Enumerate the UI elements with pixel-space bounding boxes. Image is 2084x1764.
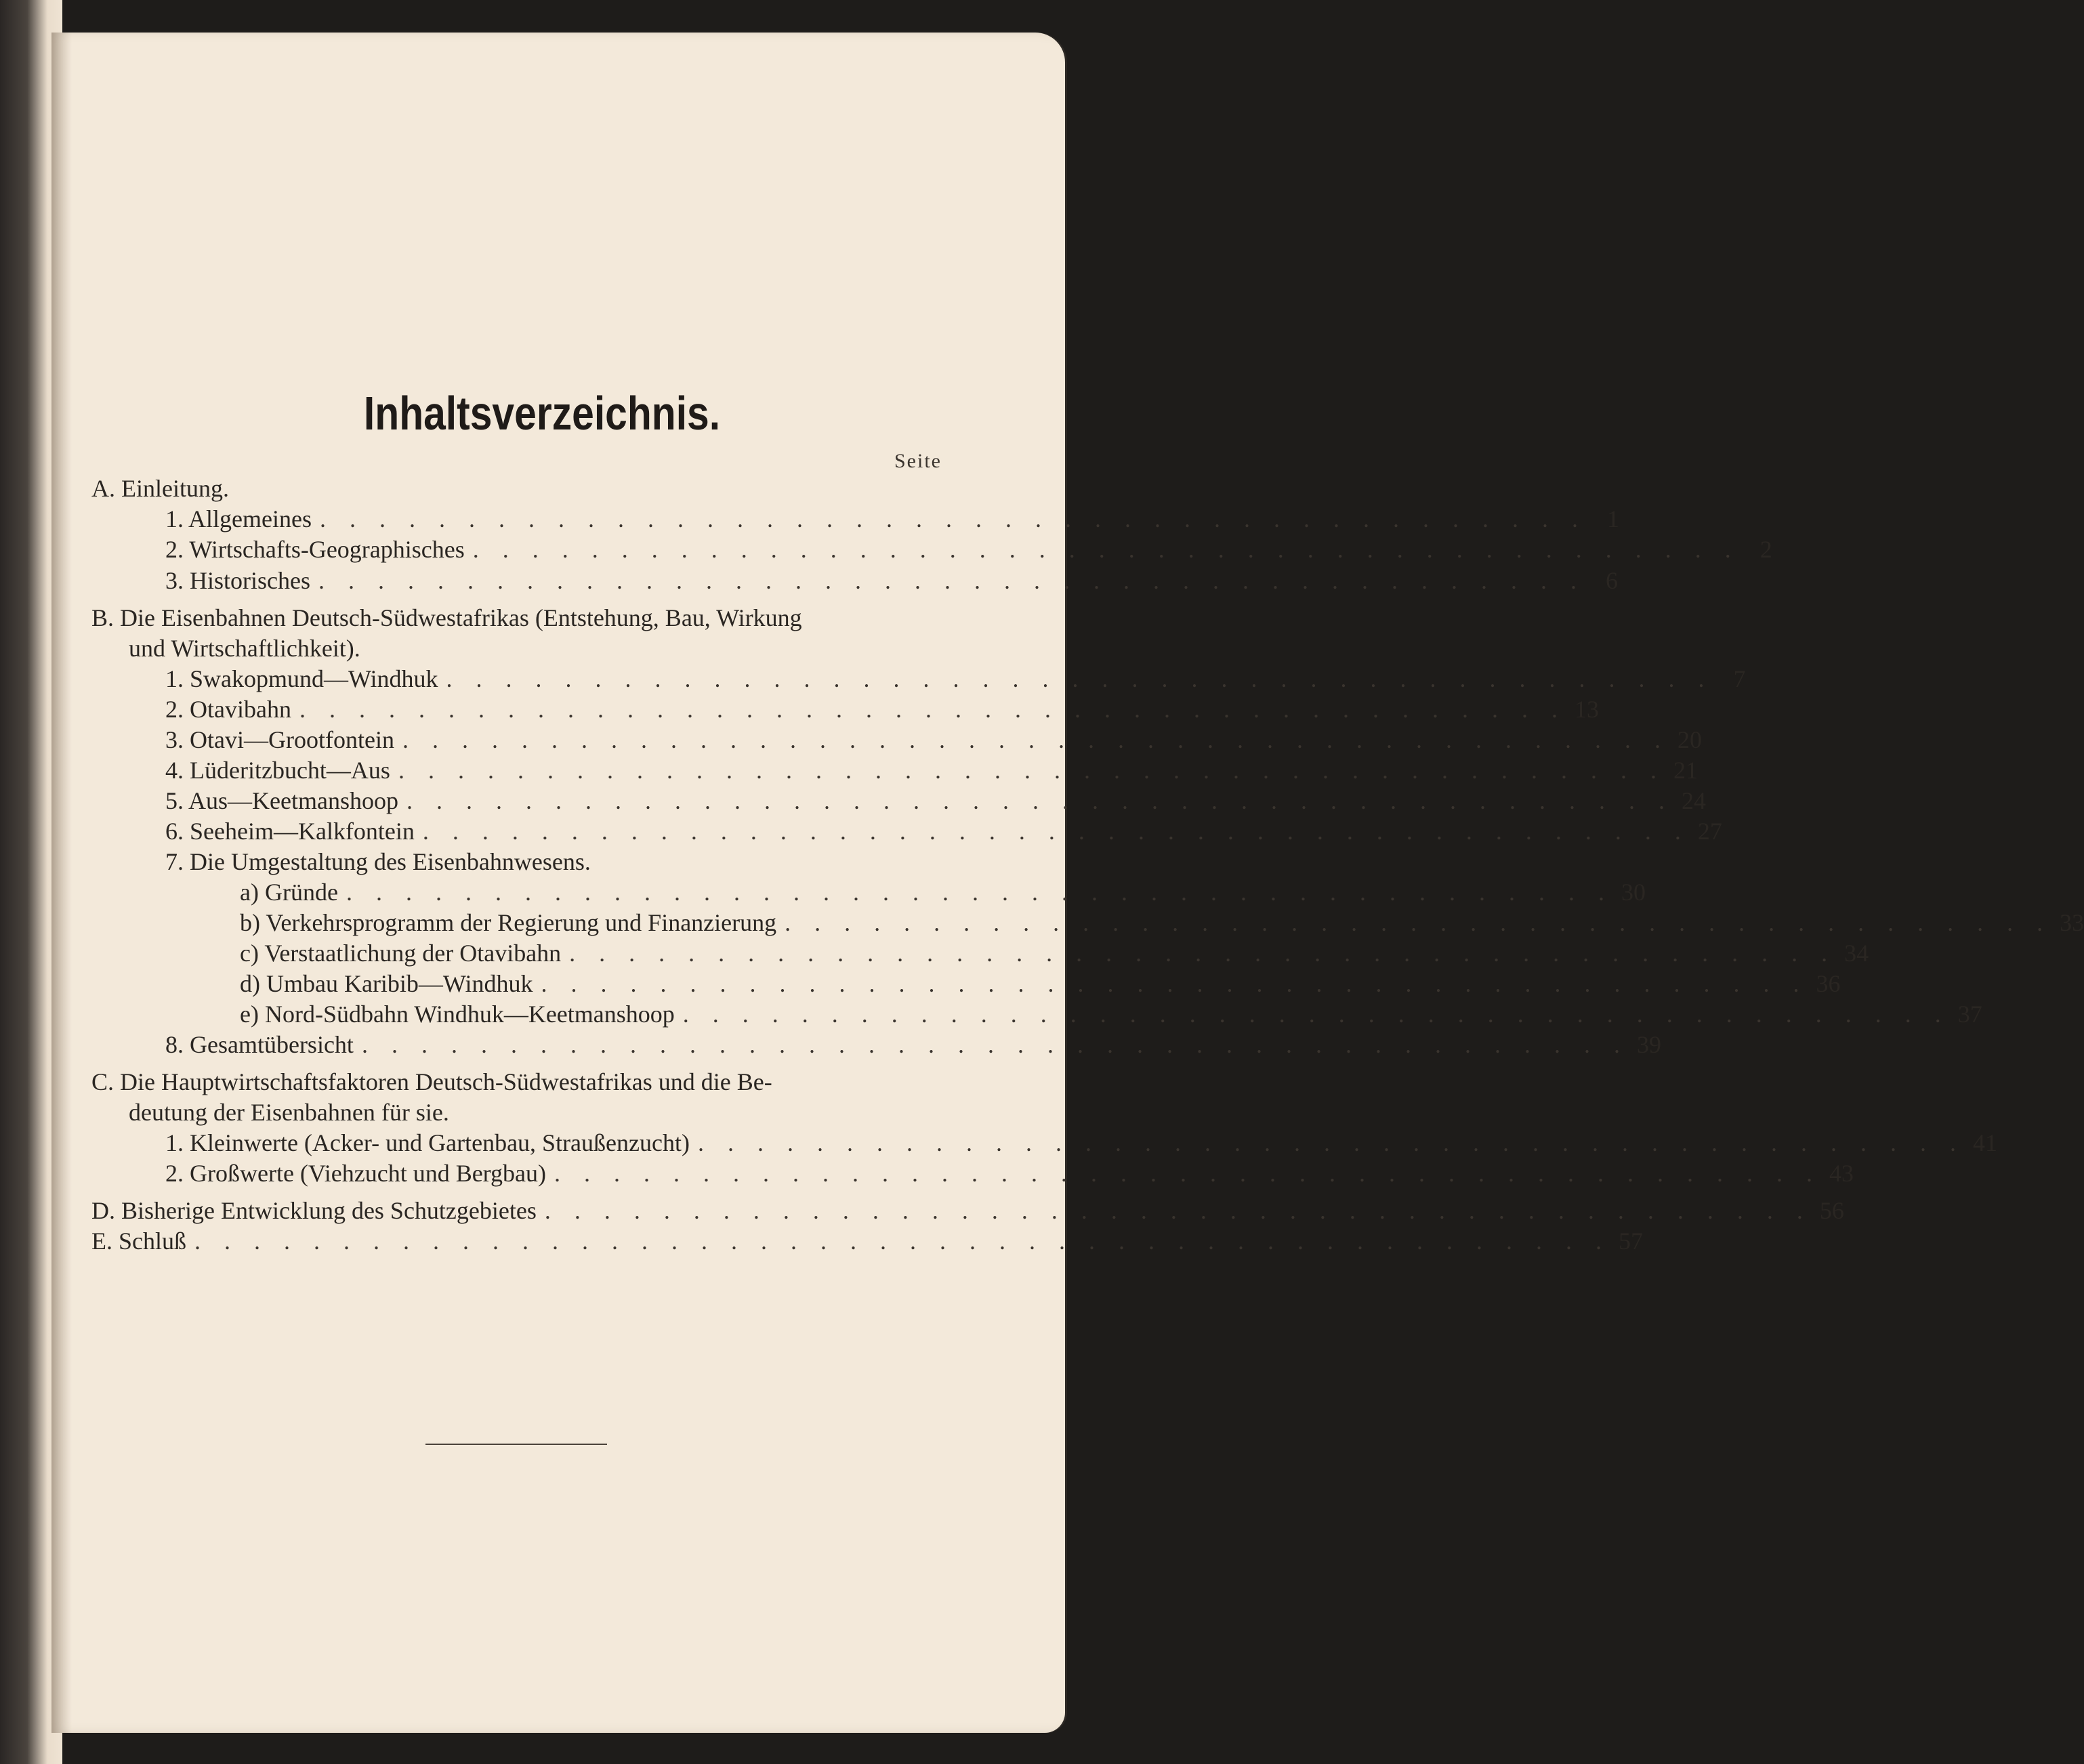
toc-entry-page: 6 <box>1605 567 1618 594</box>
closing-rule <box>425 1444 607 1445</box>
toc-entry[interactable] <box>240 968 1841 999</box>
toc-entry[interactable] <box>240 907 2084 938</box>
toc-entry-page: 39 <box>1636 1031 1661 1058</box>
toc-entry-label: 1. Kleinwerte (Acker- und Gartenbau, Straußenzucht) <box>165 1129 690 1156</box>
toc-entry-label: 4. Lüderitzbucht—Aus <box>165 757 390 784</box>
toc-entry[interactable] <box>165 565 1618 596</box>
toc-entry-label: 1. Swakopmund—Windhuk <box>165 665 438 692</box>
toc-entry-label: 1. Allgemeines <box>165 505 312 532</box>
leader-dots: . . . . . . . . . . . . . . . . . . . . . . . . . . . . . . . . . . . . . . . . . . . <box>697 1129 1965 1156</box>
toc-entry[interactable] <box>240 877 1646 908</box>
subsection-heading: 7. Die Umgestaltung des Eisenbahnwesens. <box>165 848 591 875</box>
toc-entry[interactable] <box>165 1029 1661 1060</box>
toc-entry-page: 36 <box>1816 970 1841 997</box>
toc-entry-page: 57 <box>1619 1227 1643 1255</box>
toc-entry[interactable] <box>165 1158 1854 1189</box>
toc-entry[interactable] <box>165 816 1722 847</box>
toc-entry-label: 2. Otavibahn <box>165 696 291 723</box>
toc-entry-label: 8. Gesamtübersicht <box>165 1031 354 1058</box>
leader-dots: . . . . . . . . . . . . . . . . . . . . . . . . . . . . . . . . . . . . . . . . . . . <box>554 1160 1821 1187</box>
toc-entry-label: 3. Otavi—Grootfontein <box>165 726 394 753</box>
leader-dots: . . . . . . . . . . . . . . . . . . . . . . . . . . . . . . . . . . . . . . . . . . . <box>541 970 1808 997</box>
leader-dots: . . . . . . . . . . . . . . . . . . . . . . . . . . . . . . . . . . . . . . . . . . . <box>299 696 1566 723</box>
page-column-label: Seite <box>894 450 942 472</box>
leader-dots: . . . . . . . . . . . . . . . . . . . . . . . . . . . . . . . . . . . . . . . . . . . . . . . . <box>194 1227 1610 1255</box>
leader-dots: . . . . . . . . . . . . . . . . . . . . . . . . . . . . . . . . . . . . . . . . . . . <box>544 1197 1812 1224</box>
toc-entry-page: 20 <box>1677 726 1702 753</box>
toc-entry[interactable] <box>240 938 1869 969</box>
toc-entry-page: 27 <box>1697 818 1722 845</box>
leader-dots: . . . . . . . . . . . . . . . . . . . . . . . . . . . . . . . . . . . . . . . . . . . <box>318 567 1585 594</box>
toc-entry-label: 5. Aus—Keetmanshoop <box>165 787 398 814</box>
toc-entry-label: 2. Wirtschafts-Geographisches <box>165 536 465 563</box>
leader-dots: . . . . . . . . . . . . . . . . . . . . . . . . . . . . . . . . . . . . . . . . . . . <box>406 787 1673 814</box>
toc-entry-page: 13 <box>1574 696 1599 723</box>
toc-entry[interactable] <box>165 534 1772 565</box>
toc-entry-page: 2 <box>1759 536 1772 563</box>
toc-entry[interactable] <box>165 724 1702 755</box>
toc-entry-page: 41 <box>1972 1129 1997 1156</box>
leader-dots: . . . . . . . . . . . . . . . . . . . . . . . . . . . . . . . . . . . . . . . . . . . <box>472 536 1740 563</box>
toc-entry-label: 2. Großwerte (Viehzucht und Bergbau) <box>165 1160 546 1187</box>
toc-entry-page: 43 <box>1829 1160 1854 1187</box>
toc-entry-label: e) Nord-Südbahn Windhuk—Keetmanshoop <box>240 1001 675 1028</box>
page-title: Inhaltsverzeichnis. <box>363 387 721 440</box>
toc-entry-page: 24 <box>1681 787 1706 814</box>
leader-dots: . . . . . . . . . . . . . . . . . . . . . . . . . . . . . . . . . . . . . . . . . . . <box>422 818 1690 845</box>
toc-entry[interactable] <box>91 1195 1844 1226</box>
toc-entry[interactable] <box>165 503 1619 534</box>
section-a-heading: A. Einleitung. <box>91 475 229 502</box>
toc-entry-page: 21 <box>1673 757 1698 784</box>
leader-dots: . . . . . . . . . . . . . . . . . . . . . . . . . . . . . . . . . . . . . . . . . . . <box>319 505 1587 532</box>
toc-entry-label: 3. Historisches <box>165 567 310 594</box>
toc-entry-page: 56 <box>1819 1197 1844 1224</box>
toc-entry[interactable] <box>165 785 1706 816</box>
toc-entry-page: 37 <box>1957 1001 1982 1028</box>
toc-entry-label: a) Gründe <box>240 879 338 906</box>
section-c-heading: C. Die Hauptwirtschaftsfaktoren Deutsch-Südwestafrikas und die Be- <box>91 1068 772 1095</box>
toc-entry[interactable] <box>165 694 1599 725</box>
toc-entry-page: 33 <box>2060 909 2084 936</box>
toc-entry[interactable] <box>165 663 1746 694</box>
toc-entry-page: 7 <box>1733 665 1746 692</box>
toc-entry-label: b) Verkehrsprogramm der Regierung und Finanzierung <box>240 909 777 936</box>
leader-dots: . . . . . . . . . . . . . . . . . . . . . . . . . . . . . . . . . . . . . . . . . . . <box>402 726 1669 753</box>
toc-entry-page: 30 <box>1621 879 1646 906</box>
toc-entry-label: E. Schluß <box>91 1227 186 1255</box>
toc-entry-page: 34 <box>1844 940 1869 967</box>
leader-dots: . . . . . . . . . . . . . . . . . . . . . . . . . . . . . . . . . . . . . . . . . . . <box>346 879 1613 906</box>
section-b-heading-continued: und Wirtschaftlichkeit). <box>129 635 360 662</box>
toc-entry-page: 1 <box>1606 505 1619 532</box>
toc-entry-label: d) Umbau Karibib—Windhuk <box>240 970 533 997</box>
toc-entry[interactable] <box>165 755 1698 786</box>
toc-entry-label: 6. Seeheim—Kalkfontein <box>165 818 415 845</box>
leader-dots: . . . . . . . . . . . . . . . . . . . . . . . . . . . . . . . . . . . . . . . . . . . <box>785 909 2052 936</box>
toc-entry[interactable] <box>165 1127 1997 1158</box>
section-c-heading-continued: deutung der Eisenbahnen für sie. <box>129 1099 449 1126</box>
toc-entry[interactable] <box>91 1225 1643 1257</box>
leader-dots: . . . . . . . . . . . . . . . . . . . . . . . . . . . . . . . . . . . . . . . . . . . <box>569 940 1837 967</box>
leader-dots: . . . . . . . . . . . . . . . . . . . . . . . . . . . . . . . . . . . . . . . . . . . <box>361 1031 1629 1058</box>
leader-dots: . . . . . . . . . . . . . . . . . . . . . . . . . . . . . . . . . . . . . . . . . . . <box>446 665 1713 692</box>
toc-entry-label: D. Bisherige Entwicklung des Schutzgebietes <box>91 1197 537 1224</box>
leader-dots: . . . . . . . . . . . . . . . . . . . . . . . . . . . . . . . . . . . . . . . . . . . <box>682 1001 1950 1028</box>
leader-dots: . . . . . . . . . . . . . . . . . . . . . . . . . . . . . . . . . . . . . . . . . . . <box>398 757 1665 784</box>
section-b-heading: B. Die Eisenbahnen Deutsch-Südwestafrikas (Entstehung, Bau, Wirkung <box>91 604 802 631</box>
toc-entry[interactable] <box>240 999 1982 1030</box>
toc-entry-label: c) Verstaatlichung der Otavibahn <box>240 940 562 967</box>
